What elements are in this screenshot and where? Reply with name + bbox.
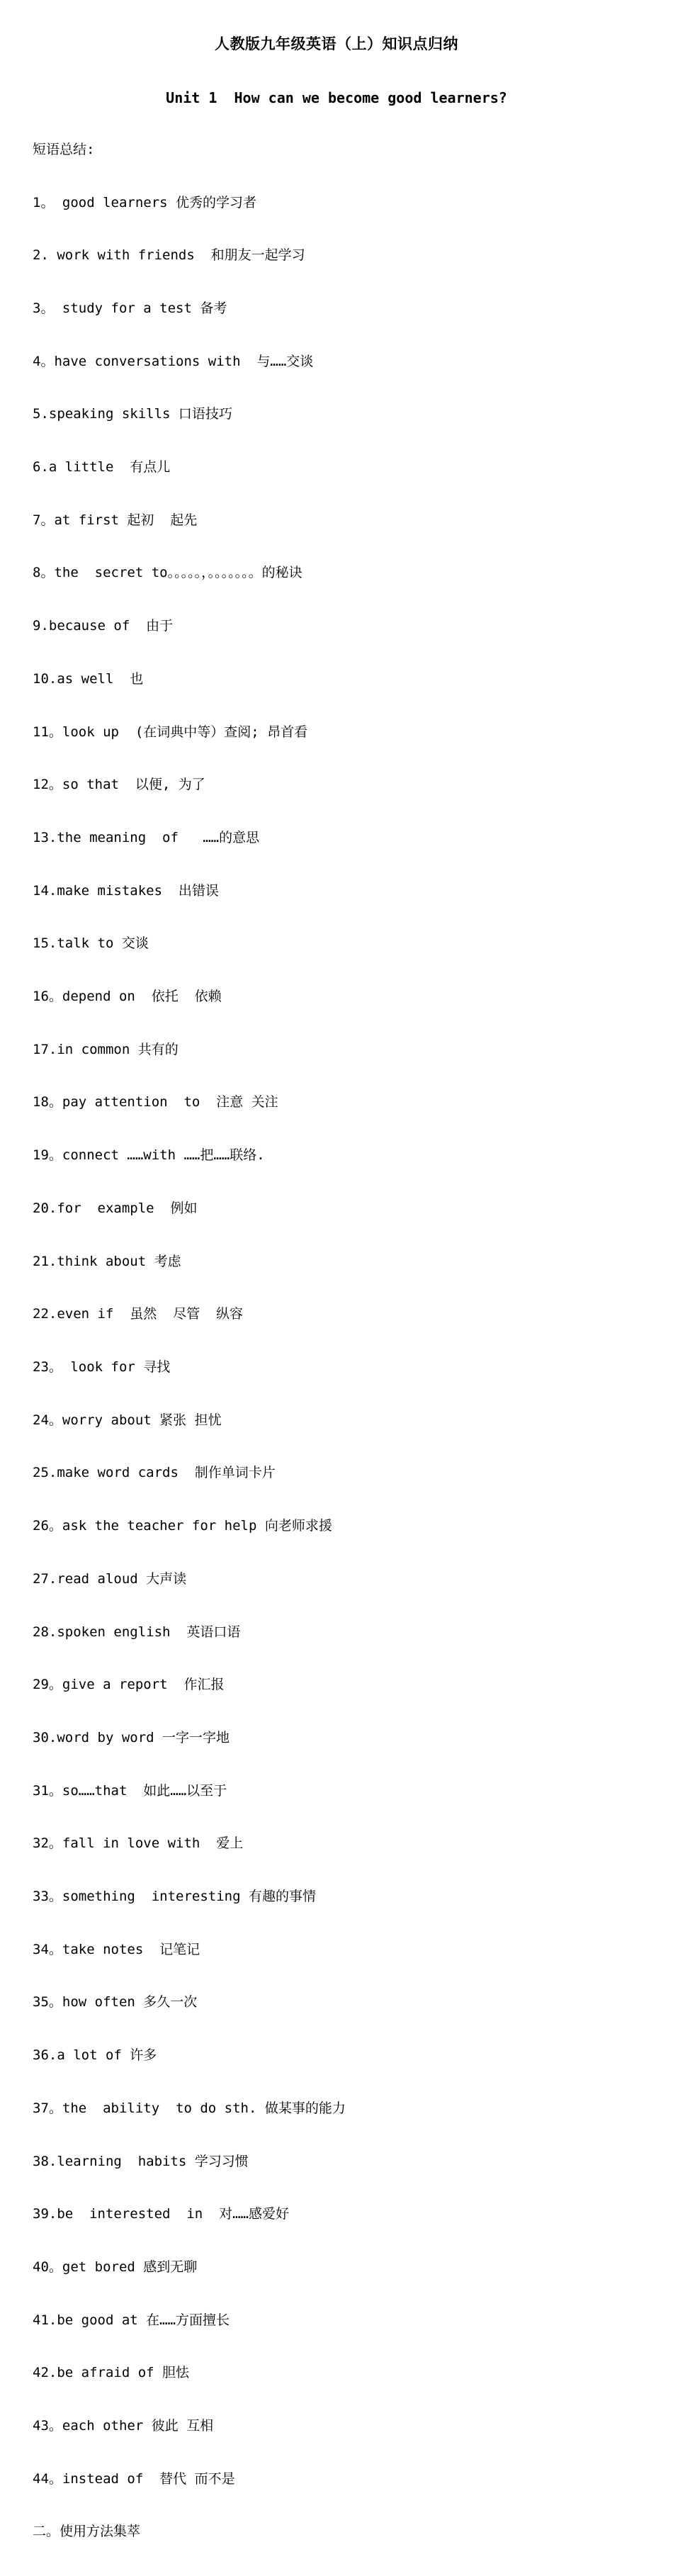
phrase-item: 7。at first 起初 起先 <box>33 512 198 528</box>
unit-title: Unit 1 How can we become good learners? <box>166 89 507 106</box>
phrase-item: 22.even if 虽然 尽管 纵容 <box>33 1306 244 1322</box>
phrase-item: 28.spoken english 英语口语 <box>33 1624 241 1640</box>
phrase-item: 8。the secret to。。。。。，。。。。。。。的秘诀 <box>33 565 302 581</box>
next-section-heading: 二。使用方法集萃 <box>33 2524 141 2540</box>
phrase-item: 14.make mistakes 出错误 <box>33 882 219 899</box>
phrase-item: 16。depend on 依托 依赖 <box>33 989 222 1005</box>
phrase-item: 2. work with friends 和朋友一起学习 <box>33 247 305 264</box>
phrase-item: 31。so……that 如此……以至于 <box>33 1782 227 1799</box>
phrase-item: 19。connect ……with ……把……联络. <box>33 1147 265 1164</box>
phrase-item: 20.for example 例如 <box>33 1200 198 1216</box>
phrase-item: 15.talk to 交谈 <box>33 935 149 952</box>
phrase-item: 29。give a report 作汇报 <box>33 1677 225 1693</box>
phrase-item: 40。get bored 感到无聊 <box>33 2259 198 2275</box>
phrase-item: 41.be good at 在……方面擅长 <box>33 2312 230 2328</box>
phrase-item: 13.the meaning of ……的意思 <box>33 829 260 845</box>
phrase-item: 12。so that 以便, 为了 <box>33 777 205 793</box>
phrase-item: 10.as well 也 <box>33 670 144 687</box>
phrase-item: 11。look up (在词典中等）查阅; 昂首看 <box>33 724 308 740</box>
phrase-item: 43。each other 彼此 互相 <box>33 2418 214 2434</box>
document-title: 人教版九年级英语（上）知识点归纳 <box>215 35 458 52</box>
phrase-item: 9.because of 由于 <box>33 618 174 634</box>
phrase-item: 35。how often 多久一次 <box>33 1994 198 2010</box>
phrase-item: 32。fall in love with 爱上 <box>33 1835 244 1852</box>
phrase-item: 3。 study for a test 备考 <box>33 300 227 316</box>
phrase-item: 39.be interested in 对……感爱好 <box>33 2206 289 2222</box>
phrase-item: 34。take notes 记笔记 <box>33 1941 200 1957</box>
phrase-item: 27.read aloud 大声读 <box>33 1570 187 1587</box>
phrase-item: 1。 good learners 优秀的学习者 <box>33 194 257 210</box>
phrase-item: 24。worry about 紧张 担忧 <box>33 1412 222 1428</box>
phrase-item: 17.in common 共有的 <box>33 1041 179 1057</box>
phrase-item: 5.speaking skills 口语技巧 <box>33 406 232 422</box>
phrase-item: 38.learning habits 学习习惯 <box>33 2153 249 2169</box>
phrase-item: 37。the ability to do sth. 做某事的能力 <box>33 2100 346 2116</box>
phrase-item: 30.word by word 一字一字地 <box>33 1729 230 1745</box>
phrase-item: 42.be afraid of 胆怯 <box>33 2365 190 2381</box>
phrase-item: 26。ask the teacher for help 向老师求援 <box>33 1518 332 1534</box>
phrase-item: 36.a lot of 许多 <box>33 2047 157 2064</box>
phrase-item: 33。something interesting 有趣的事情 <box>33 1889 316 1905</box>
phrase-item: 18。pay attention to 注意 关注 <box>33 1094 278 1110</box>
phrase-summary <box>33 106 656 2576</box>
section-heading: 短语总结: <box>33 141 95 157</box>
phrase-item: 25.make word cards 制作单词卡片 <box>33 1465 276 1481</box>
phrase-item: 44。instead of 替代 而不是 <box>33 2470 235 2487</box>
phrase-item: 4。have conversations with 与……交谈 <box>33 353 314 369</box>
phrase-item: 21.think about 考虑 <box>33 1253 181 1269</box>
phrase-item: 23。 look for 寻找 <box>33 1359 171 1375</box>
phrase-item: 6.a little 有点儿 <box>33 459 171 476</box>
